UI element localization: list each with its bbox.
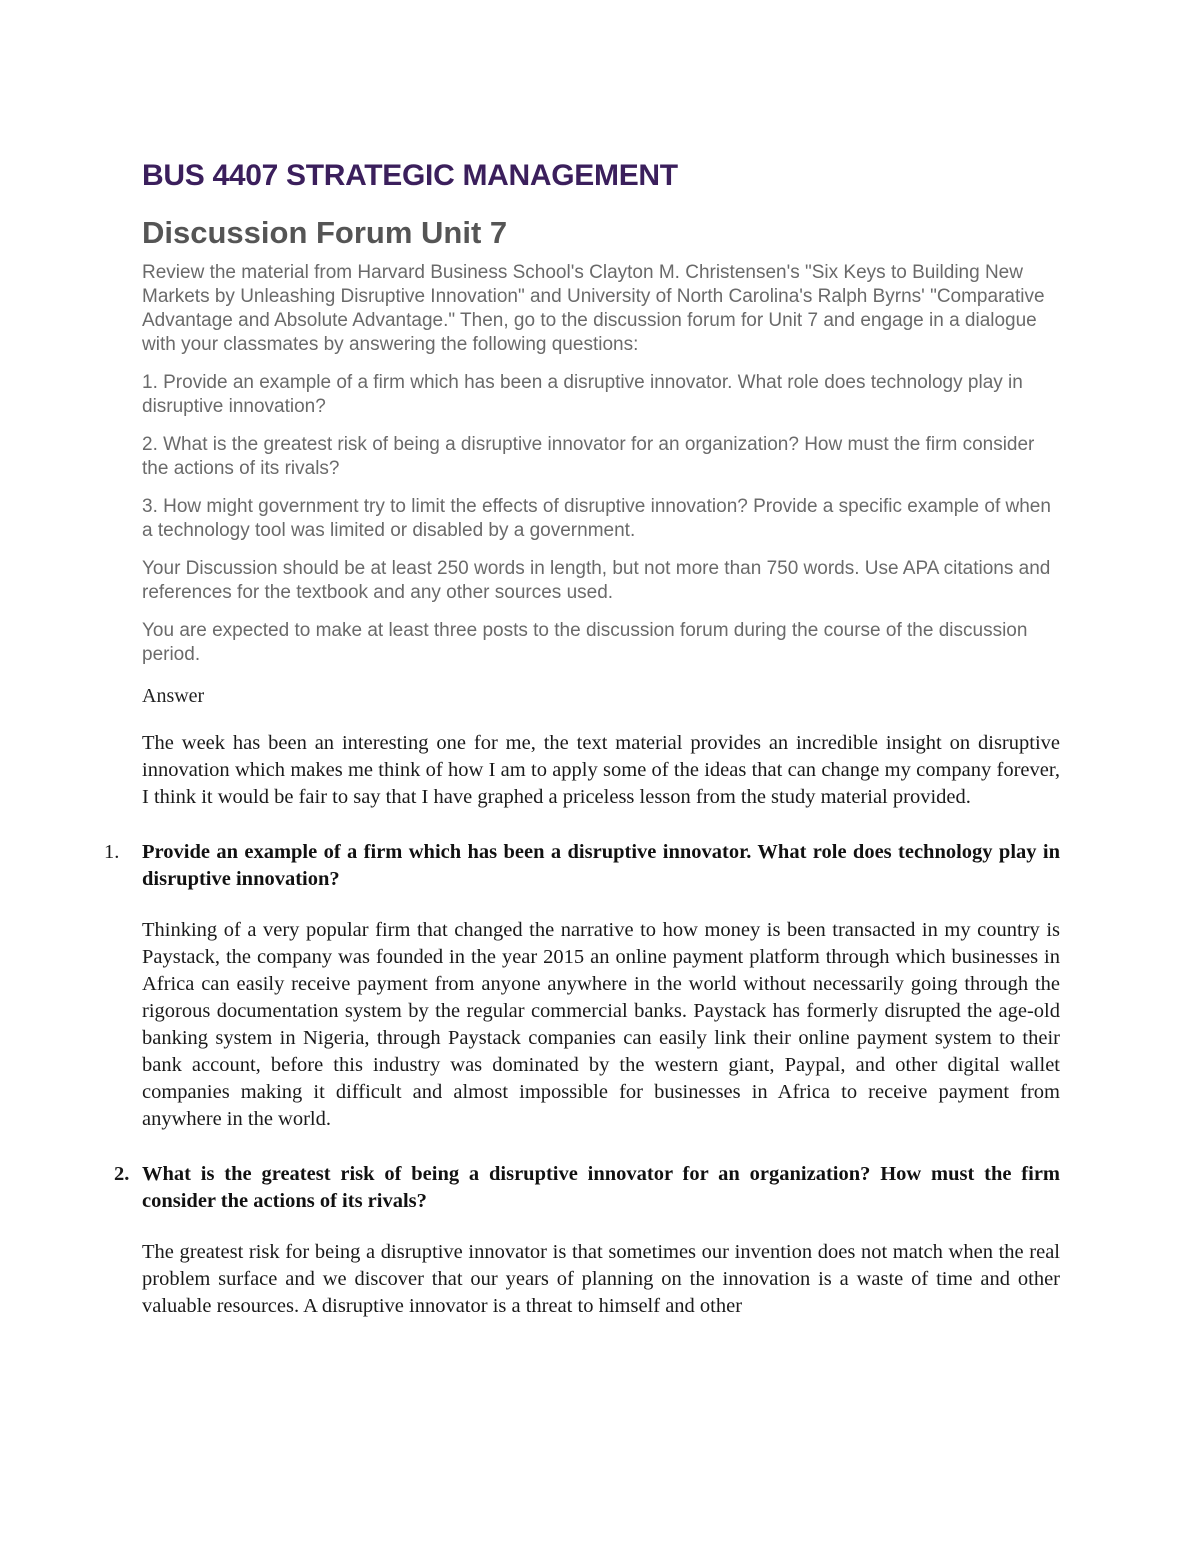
answer-question-2 — [114, 1161, 1060, 1215]
question-2-answer: The greatest risk for being a disruptive innovator is that sometimes our invention does not match when the real problem surface and we discover that our years of planning on the innovation is a waste of time and other valuable resources. A disruptive innovator is a threat to himself and other — [142, 1241, 1060, 1318]
document-page — [104, 158, 1060, 1320]
answer-question-1 — [104, 839, 1060, 893]
forum-title: Discussion Forum Unit 7 — [142, 215, 508, 250]
answer-label: Answer — [142, 685, 205, 708]
question-2-heading: What is the greatest risk of being a disruptive innovator for an organization? How must the firm consider the actions of its rivals? — [142, 1163, 1060, 1213]
answer-intro-paragraph: The week has been an interesting one for me, the text material provides an incredible insight on disruptive innovation which makes me think of how I am to apply some of the ideas that can change my company forever, I think it would be fair to say that I have graphed a priceless lesson from the study material provided. — [142, 732, 1060, 809]
question-1-answer: Thinking of a very popular firm that changed the narrative to how money is been transacted in my country is Paystack, the company was founded in the year 2015 an online payment platform through which businesses in Africa can easily receive payment from anyone anywhere in the world without necessarily going through the rigorous documentation system by the regular commercial banks. Paystack has formerly disrupted the age-old banking system in Nigeria, through Paystack companies can easily link their online payment system to their bank account, before this industry was dominated by the western giant, Paypal, and other digital wallet companies making it difficult and almost impossible for businesses in Africa to receive payment from anywhere in the world. — [142, 919, 1060, 1131]
assignment-intro: Review the material from Harvard Business School's Clayton M. Christensen's "Six Keys to Building New Markets by Unleashing Disruptive Innovation" and University of North Carolina's Ralph Byrns' "Comparative Advantage and Absolute Advantage." Then, go to the discussion forum for Unit 7 and engage in a dialogue with your classmates by answering the following questions: — [142, 262, 1045, 356]
course-title: BUS 4407 STRATEGIC MANAGEMENT — [142, 159, 678, 192]
question-2-number: 2. — [114, 1163, 130, 1186]
prompt-question-3: 3. How might government try to limit the effects of disruptive innovation? Provide a specific example of when a technology tool was limited or disabled by a government. — [142, 496, 1051, 542]
prompt-question-1: 1. Provide an example of a firm which has been a disruptive innovator. What role does technology play in disruptive innovation? — [142, 372, 1023, 418]
prompt-question-2: 2. What is the greatest risk of being a disruptive innovator for an organization? How must the firm consider the actions of its rivals? — [142, 434, 1035, 480]
length-requirement: Your Discussion should be at least 250 words in length, but not more than 750 words. Use APA citations and references for the textbook and any other sources used. — [142, 558, 1051, 604]
question-1-number: 1. — [104, 841, 120, 864]
posting-requirement: You are expected to make at least three posts to the discussion forum during the course of the discussion period. — [142, 620, 1028, 666]
question-1-heading: Provide an example of a firm which has been a disruptive innovator. What role does technology play in disruptive innovation? — [142, 841, 1060, 891]
